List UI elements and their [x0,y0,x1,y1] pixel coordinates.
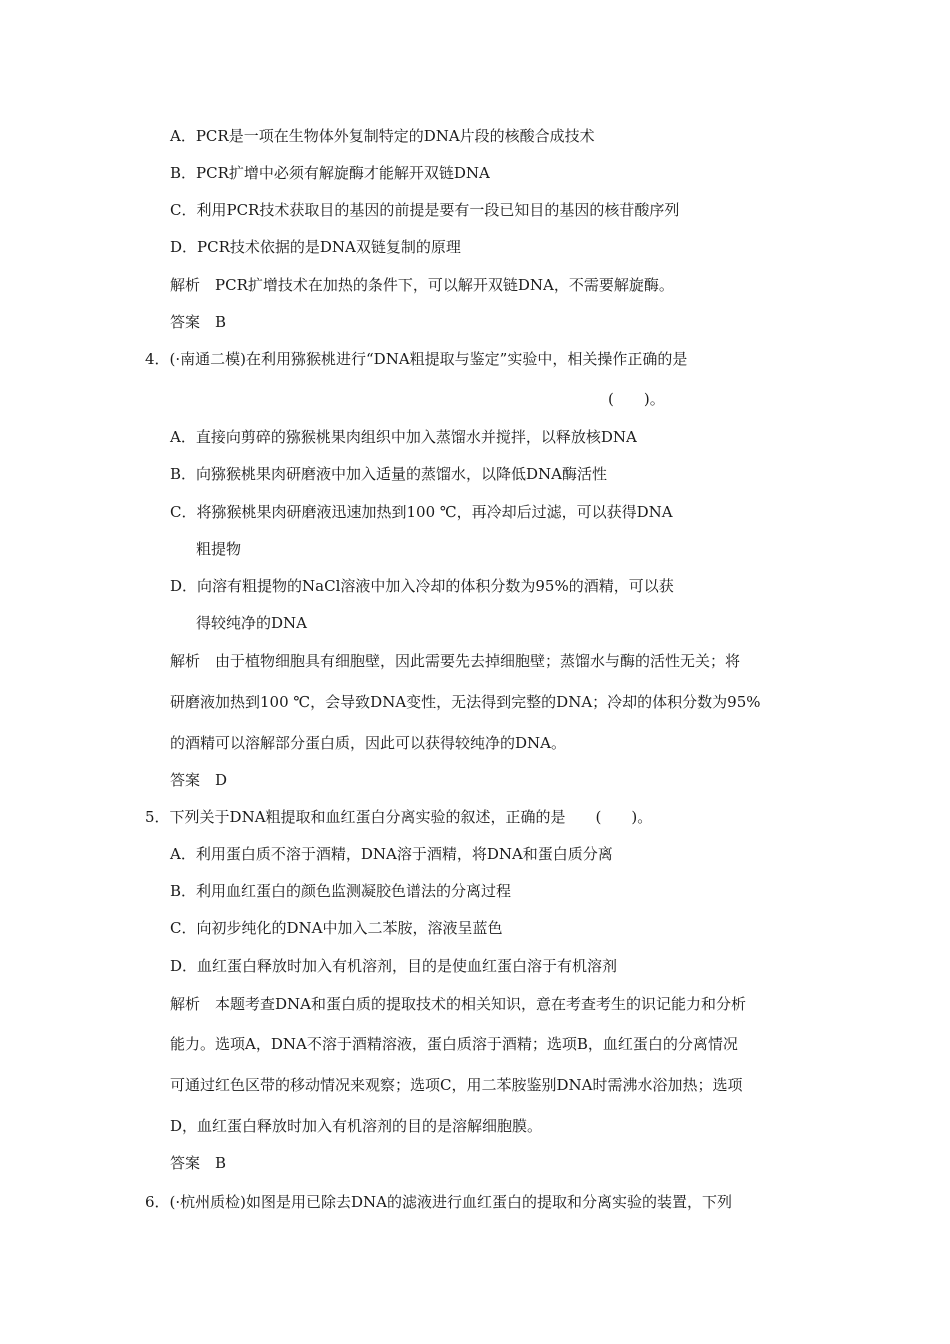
q6-stem: 6．(·杭州质检)如图是用已除去DNA的滤液进行血红蛋白的提取和分离实验的装置，下列 [145,1193,733,1211]
q5-analysis-line-2: 能力。选项A，DNA不溶于酒精溶液，蛋白质溶于酒精；选项B，血红蛋白的分离情况 [170,1035,738,1053]
q4-analysis-line-2: 研磨液加热到100 ℃，会导致DNA变性，无法得到完整的DNA；冷却的体积分数为95% [170,693,761,711]
q5-analysis-line-1: 解析 本题考查DNA和蛋白质的提取技术的相关知识，意在考查考生的识记能力和分析 [170,995,746,1013]
q4-stem: 4．(·南通二模)在利用猕猴桃进行“DNA粗提取与鉴定”实验中，相关操作正确的是 [145,350,688,368]
q4-option-d-continued: 得较纯净的DNA [196,614,307,632]
q3-option-d: D．PCR技术依据的是DNA双链复制的原理 [170,238,461,256]
q4-analysis-line-3: 的酒精可以溶解部分蛋白质，因此可以获得较纯净的DNA。 [170,734,566,752]
q4-analysis-line-1: 解析 由于植物细胞具有细胞壁，因此需要先去掉细胞壁；蒸馏水与酶的活性无关；将 [170,652,741,670]
q4-answer: 答案 D [170,771,228,789]
q4-option-b: B．向猕猴桃果肉研磨液中加入适量的蒸馏水，以降低DNA酶活性 [170,465,608,483]
q3-analysis: 解析 PCR扩增技术在加热的条件下，可以解开双链DNA，不需要解旋酶。 [170,276,674,294]
q5-option-c: C．向初步纯化的DNA中加入二苯胺，溶液呈蓝色 [170,919,503,937]
q4-answer-bracket: ( )。 [608,390,665,408]
q4-option-d: D．向溶有粗提物的NaCl溶液中加入冷却的体积分数为95%的酒精，可以获 [170,577,674,595]
q3-option-a: A．PCR是一项在生物体外复制特定的DNA片段的核酸合成技术 [170,127,595,145]
q3-option-c: C．利用PCR技术获取目的基因的前提是要有一段已知目的基因的核苷酸序列 [170,201,680,219]
q3-option-b: B．PCR扩增中必须有解旋酶才能解开双链DNA [170,164,490,182]
q4-option-c: C．将猕猴桃果肉研磨液迅速加热到100 ℃，再冷却后过滤，可以获得DNA [170,503,673,521]
q3-answer: 答案 B [170,313,227,331]
q5-option-a: A．利用蛋白质不溶于酒精，DNA溶于酒精，将DNA和蛋白质分离 [170,845,613,863]
q5-analysis-line-3: 可通过红色区带的移动情况来观察；选项C，用二苯胺鉴别DNA时需沸水浴加热；选项 [170,1076,743,1094]
q5-option-d: D．血红蛋白释放时加入有机溶剂，目的是使血红蛋白溶于有机溶剂 [170,957,618,975]
q5-answer: 答案 B [170,1154,227,1172]
q5-stem: 5．下列关于DNA粗提取和血红蛋白分离实验的叙述，正确的是 ( )。 [145,808,653,826]
q5-analysis-line-4: D，血红蛋白释放时加入有机溶剂的目的是溶解细胞膜。 [170,1117,543,1135]
q5-option-b: B．利用血红蛋白的颜色监测凝胶色谱法的分离过程 [170,882,512,900]
q4-option-a: A．直接向剪碎的猕猴桃果肉组织中加入蒸馏水并搅拌，以释放核DNA [170,428,637,446]
q4-option-c-continued: 粗提物 [196,540,242,558]
